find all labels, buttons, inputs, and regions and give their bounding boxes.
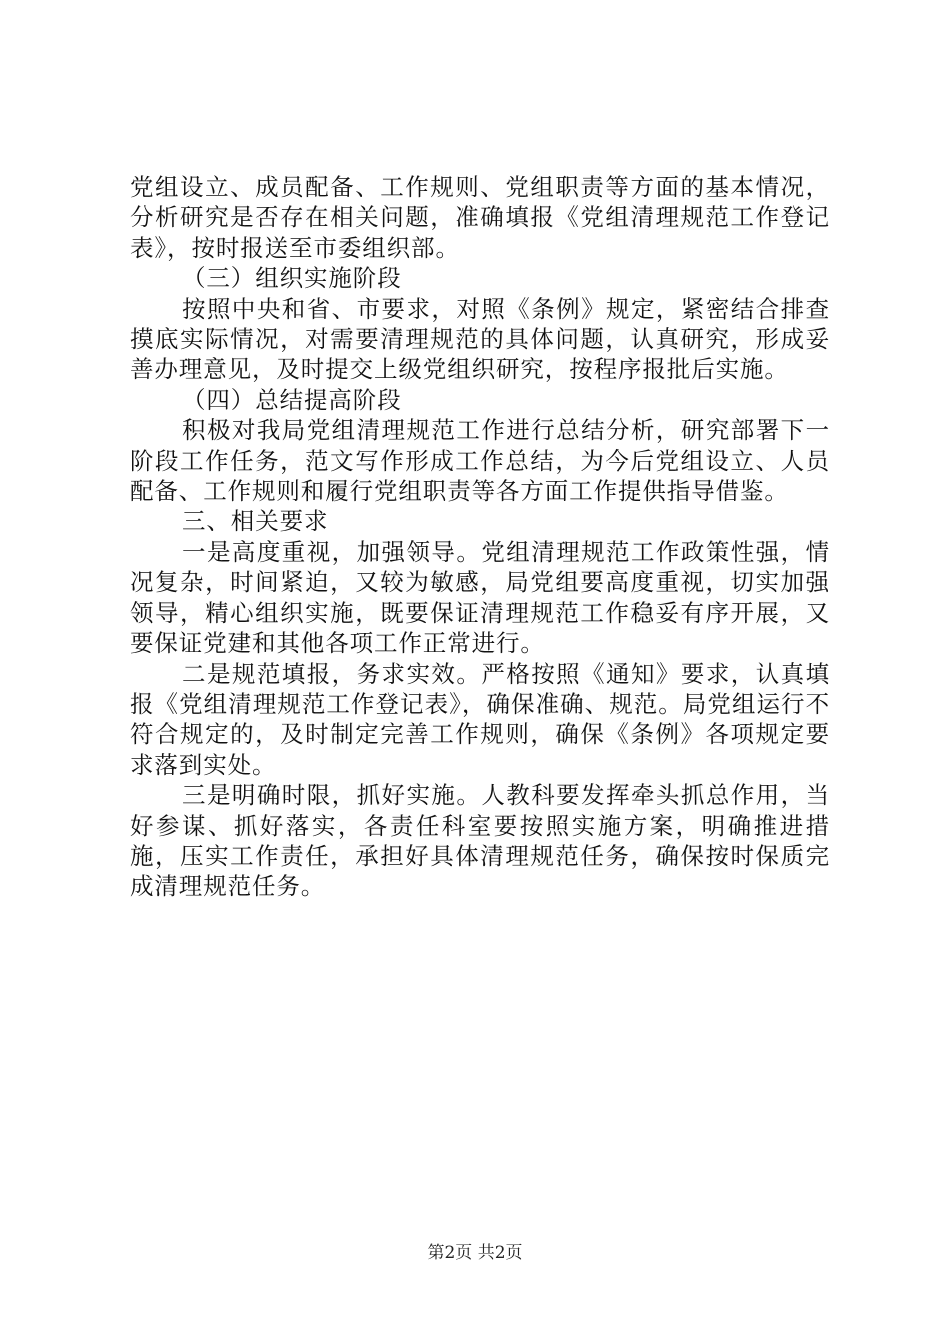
section-heading-requirements: 三、相关要求 xyxy=(182,507,329,536)
paragraph-requirement-3: 三是明确时限，抓好实施。人教科要发挥牵头抓总作用，当好参谋、抓好落实，各责任科室要按照实施方案，明确推进措施，压实工作责任，承担好具体清理规范任务，确保按时保质完成清理规范任务。 xyxy=(130,781,830,901)
document-body xyxy=(130,172,830,902)
section-heading-summary: （四）总结提高阶段 xyxy=(182,385,402,414)
paragraph-requirement-1: 一是高度重视，加强领导。党组清理规范工作政策性强，情况复杂，时间紧迫，又较为敏感，局党组要高度重视，切实加强领导，精心组织实施，既要保证清理规范工作稳妥有序开展，又要保证党建和其他各项工作正常进行。 xyxy=(130,537,830,658)
paragraph-implement: 按照中央和省、市要求，对照《条例》规定，紧密结合排查摸底实际情况，对需要清理规范的具体问题，认真研究，形成妥善办理意见，及时提交上级党组织研究，按程序报批后实施。 xyxy=(130,294,830,384)
paragraph-requirement-2: 二是规范填报，务求实效。严格按照《通知》要求，认真填报《党组清理规范工作登记表》，确保准确、规范。局党组运行不符合规定的，及时制定完善工作规则，确保《条例》各项规定要求落到实处。 xyxy=(130,659,830,779)
page-number-footer: 第2页 共2页 xyxy=(427,1243,523,1263)
paragraph-summary: 积极对我局党组清理规范工作进行总结分析，研究部署下一阶段工作任务，范文写作形成工作总结，为今后党组设立、人员配备、工作规则和履行党组职责等各方面工作提供指导借鉴。 xyxy=(130,416,830,506)
paragraph-continuation: 党组设立、成员配备、工作规则、党组职责等方面的基本情况，分析研究是否存在相关问题，准确填报《党组清理规范工作登记表》，按时报送至市委组织部。 xyxy=(130,173,830,262)
section-heading-organize-implement: （三）组织实施阶段 xyxy=(182,264,402,293)
